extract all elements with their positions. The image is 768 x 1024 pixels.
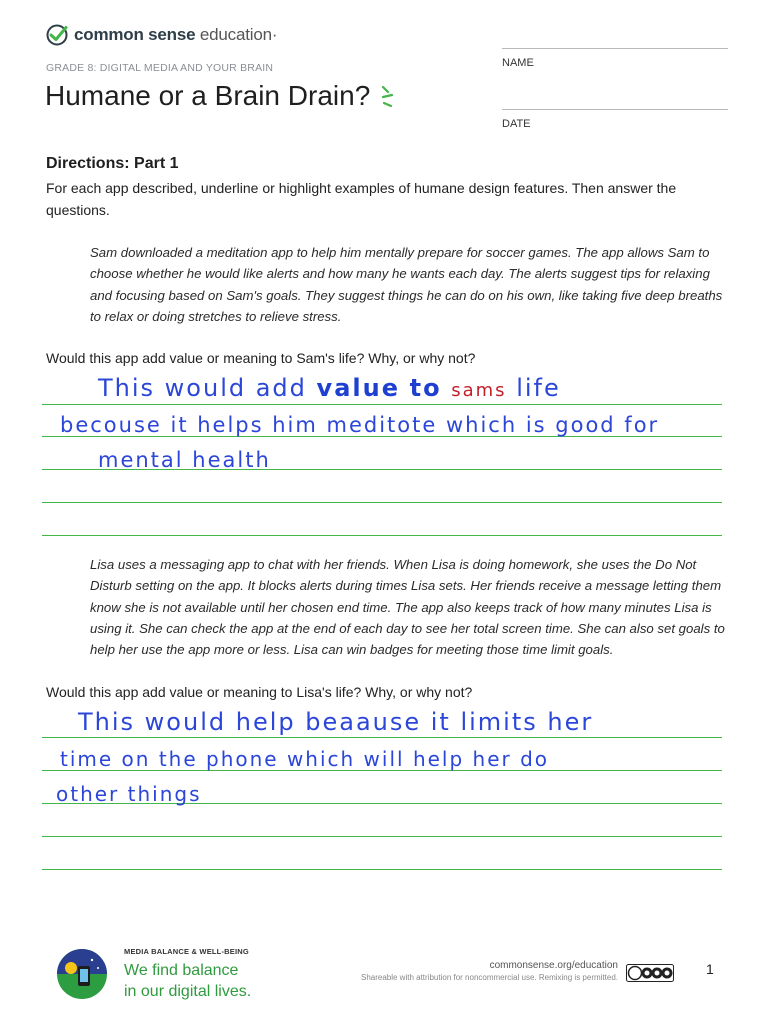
program-label: MEDIA BALANCE & WELL-BEING: [124, 947, 249, 956]
scenario-1-text: Sam downloaded a meditation app to help him mentally prepare for soccer games. The app allows Sam to choose whether he would like alerts and how many he wants each day. The alerts suggest tips for relaxing and focusing based on Sam's goals. They suggest things he can do on his own, like taking five deep breaths to relax or doing stretches to relieve stress.: [90, 245, 723, 324]
page-title-text: Humane or a Brain Drain?: [45, 80, 371, 111]
directions-text: For each app described, underline or highlight examples of humane design features. Then answer the questions.: [46, 180, 677, 218]
name-label: NAME: [502, 57, 534, 69]
answer-1-line-4[interactable]: [42, 502, 722, 503]
answer-2-line-5[interactable]: [42, 869, 722, 870]
page-title: [45, 80, 396, 112]
sprout-icon: [380, 84, 396, 108]
date-label: DATE: [502, 118, 531, 130]
answer-2-line-1[interactable]: [42, 737, 722, 738]
directions-heading: Directions: Part 1: [46, 155, 179, 172]
brand-name: common sense education·: [74, 25, 278, 44]
scenario-2-text: Lisa uses a messaging app to chat with her friends. When Lisa is doing homework, she uses the Do Not Disturb setting on the app. It blocks alerts during times Lisa sets. Her friends receive a message letting them know she is not available until her chosen end time. The app also keeps track of how many minutes Lisa is using it. She can check the app at the end of each day to see her total screen time. She can also set goals to help her use the app more or less. Lisa can win badges for meeting those time limit goals.: [90, 557, 725, 658]
footer-url[interactable]: commonsense.org/education: [489, 960, 618, 971]
date-field-line[interactable]: [502, 109, 728, 110]
license-text: Shareable with attribution for noncommercial use. Remixing is permitted.: [360, 973, 618, 982]
checkmark-logo-icon: [46, 24, 68, 46]
answer-2-handwriting-3: other things: [56, 782, 202, 806]
answer-1-handwriting-3: mental health: [98, 448, 271, 472]
answer-1-line-5[interactable]: [42, 535, 722, 536]
answer-2-line-4[interactable]: [42, 836, 722, 837]
answer-2-handwriting-2: time on the phone which will help her do: [60, 747, 550, 771]
tagline-line-1: We find balance: [124, 962, 239, 979]
media-balance-badge-icon: [56, 948, 108, 1000]
question-2: Would this app add value or meaning to Lisa's life? Why, or why not?: [46, 684, 473, 700]
page-number: 1: [706, 961, 714, 977]
name-field-line[interactable]: [502, 48, 728, 49]
tagline-line-2: in our digital lives.: [124, 983, 252, 1000]
brand-logo: [46, 24, 277, 46]
footer-tagline: [124, 960, 251, 1002]
answer-1-handwriting-1: This would add value to sams life: [98, 374, 561, 402]
answer-2-handwriting-1: This would help beaause it limits her: [78, 708, 594, 736]
creative-commons-license-icon: [626, 964, 674, 982]
answer-1-line-1[interactable]: [42, 404, 722, 405]
question-1: Would this app add value or meaning to Sam's life? Why, or why not?: [46, 350, 476, 366]
grade-label: GRADE 8: DIGITAL MEDIA AND YOUR BRAIN: [46, 62, 274, 74]
answer-1-handwriting-2: becouse it helps him meditote which is good for: [60, 413, 660, 437]
